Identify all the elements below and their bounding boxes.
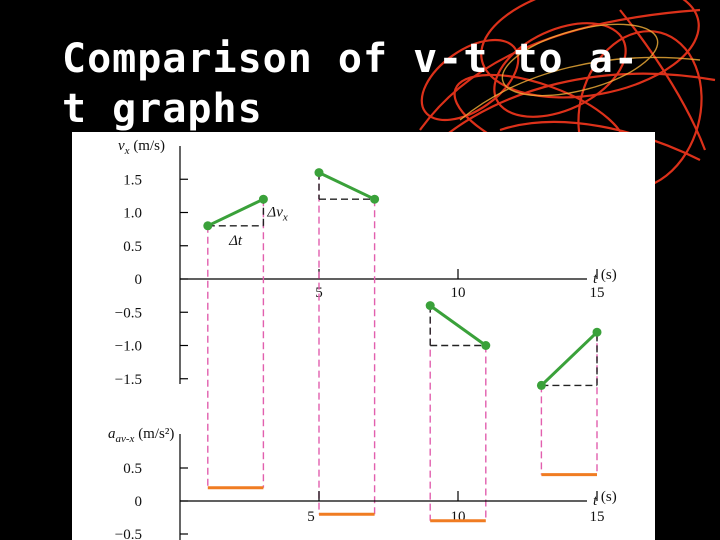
vt-y-tick-label: 1.5 [123, 172, 142, 189]
velocity-segment [541, 332, 597, 385]
velocity-segment [430, 306, 486, 346]
vt-y-tick-label: 0 [134, 272, 142, 288]
at-y-tick-label: −0.5 [114, 527, 142, 540]
slide-title: Comparison of v-t to a-t graphs [62, 36, 639, 132]
vt-y-tick-label: 0.5 [123, 238, 142, 255]
velocity-point [259, 195, 268, 204]
at-y-tick-label: 0 [134, 494, 142, 510]
velocity-point [370, 195, 379, 204]
at-x-tick-label: 15 [589, 509, 605, 525]
velocity-point [537, 381, 546, 390]
vt-y-tick-label: −1.0 [114, 338, 142, 355]
vt-y-axis-label: $v_x$ (m/s) [118, 138, 165, 157]
at-x-tick-label: 10 [450, 509, 466, 525]
vt-x-axis-label: t (s) [593, 267, 617, 287]
vt-x-tick-label: 10 [450, 285, 466, 301]
vt-x-tick-label: 5 [315, 285, 323, 301]
vt-y-tick-label: 1.0 [123, 205, 142, 222]
at-y-tick-label: 0.5 [123, 461, 142, 477]
velocity-segment [208, 199, 264, 226]
at-y-axis-label: $a_{av-x}$ (m/s²) [108, 426, 175, 445]
at-x-axis-label: t (s) [593, 489, 617, 509]
velocity-point [481, 341, 490, 350]
vt-x-tick-label: 15 [589, 285, 605, 301]
velocity-point [203, 221, 212, 230]
vt-y-tick-label: −1.5 [114, 371, 142, 388]
velocity-point [315, 168, 324, 177]
at-x-tick-label: 5 [307, 509, 315, 525]
delta-t-annotation: Δt [229, 232, 243, 249]
velocity-point [593, 328, 602, 337]
velocity-segment [319, 173, 375, 200]
velocity-point [426, 301, 435, 310]
figure-panel [72, 132, 655, 540]
vt-at-comparison-figure [72, 132, 655, 540]
vt-y-tick-label: −0.5 [114, 305, 142, 322]
delta-v-annotation: $\Delta v_x$ [267, 204, 288, 224]
